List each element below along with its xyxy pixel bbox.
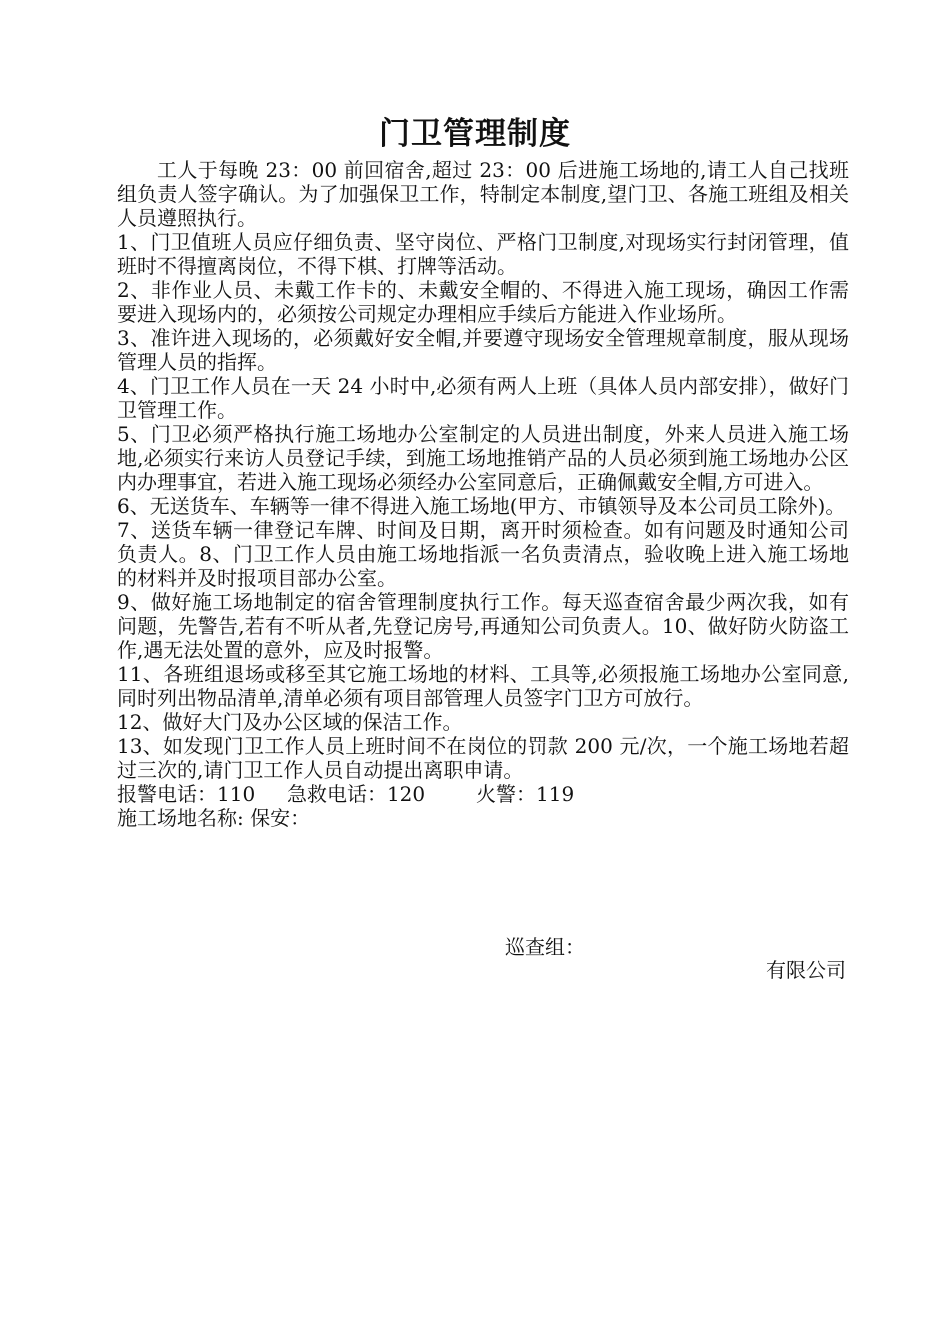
rule-11: 11、各班组退场或移至其它施工场地的材料、工具等,必须报施工场地办公室同意,同时列出物品清单,清单必须有项目部管理人员签字门卫方可放行。 xyxy=(117,662,849,710)
rule-1: 1、门卫值班人员应仔细负责、坚守岗位、严格门卫制度,对现场实行封闭管理，值班时不得擅离岗位，不得下棋、打牌等活动。 xyxy=(117,230,849,278)
rule-2: 2、非作业人员、未戴工作卡的、未戴安全帽的、不得进入施工现场，确因工作需要进入现场内的，必须按公司规定办理相应手续后方能进入作业场所。 xyxy=(117,278,849,326)
rule-9-10: 9、做好施工场地制定的宿舍管理制度执行工作。每天巡查宿舍最少两次我，如有问题，先警告,若有不听从者,先登记房号,再通知公司负责人。10、做好防火防盗工作,遇无法处置的意外，应及时报警。 xyxy=(117,590,849,662)
rule-13: 13、如发现门卫工作人员上班时间不在岗位的罚款 200 元/次，一个施工场地若超过三次的,请门卫工作人员自动提出离职申请。 xyxy=(117,734,849,782)
rule-12: 12、做好大门及办公区域的保洁工作。 xyxy=(117,710,463,734)
document-body xyxy=(117,158,849,830)
rule-3: 3、准许进入现场的，必须戴好安全帽,并要遵守现场安全管理规章制度，服从现场管理人员的指挥。 xyxy=(117,326,849,374)
patrol-group-label: 巡查组： xyxy=(505,935,585,959)
rule-5: 5、门卫必须严格执行施工场地办公室制定的人员进出制度，外来人员进入施工场地,必须实行来访人员登记手续，到施工场地推销产品的人员必须到施工场地办公区内办理事宜，若进入施工现场必须经办公室同意后，正确佩戴安全帽,方可进入。 xyxy=(117,422,849,494)
rule-4: 4、门卫工作人员在一天 24 小时中,必须有两人上班（具体人员内部安排），做好门卫管理工作。 xyxy=(117,374,849,422)
intro-paragraph: 工人于每晚 23：00 前回宿舍,超过 23：00 后进施工场地的,请工人自己找班组负责人签字确认。为了加强保卫工作，特制定本制度,望门卫、各施工班组及相关人员遵照执行。 xyxy=(117,158,849,230)
company-signature: 有限公司 xyxy=(766,958,846,982)
document-title: 门卫管理制度 xyxy=(379,116,571,152)
site-name-line: 施工场地名称: 保安： xyxy=(117,806,311,830)
rule-7-8: 7、送货车辆一律登记车牌、时间及日期，离开时须检查。如有问题及时通知公司负责人。8、门卫工作人员由施工场地指派一名负责清点，验收晚上进入施工场地的材料并及时报项目部办公室。 xyxy=(117,518,849,590)
emergency-contacts: 报警电话：110 急救电话：120 火警：119 xyxy=(117,782,575,806)
rule-6: 6、无送货车、车辆等一律不得进入施工场地(甲方、市镇领导及本公司员工除外)。 xyxy=(117,494,846,518)
